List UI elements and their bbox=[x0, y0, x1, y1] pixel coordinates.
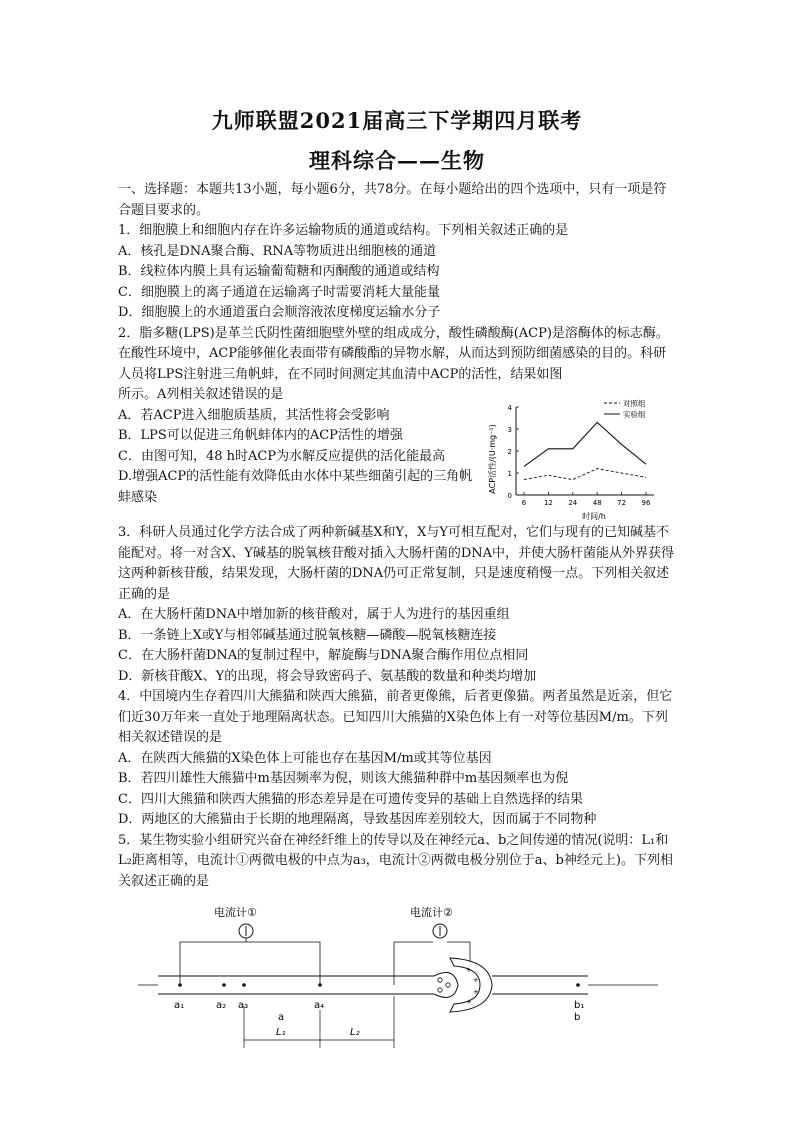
x-tick-label: 96 bbox=[641, 499, 651, 507]
series-line-1 bbox=[524, 422, 646, 466]
question-area bbox=[118, 180, 678, 1064]
q2-option-d: D.增强ACP的活性能有效降低由水体中某些细菌引起的三角帆蚌感染 bbox=[118, 469, 473, 505]
x-axis-label: 时间/h bbox=[582, 512, 606, 521]
q4-option-d: D．两地区的大熊猫由于长期的地理隔离，导致基因库差别较大，因而属于不同物种 bbox=[118, 812, 597, 827]
x-tick-label: 6 bbox=[521, 499, 527, 507]
y-axis-label: ACP活性/(U·mg⁻¹) bbox=[488, 424, 497, 494]
x-tick-label: 48 bbox=[592, 499, 602, 507]
paper-title: 九师联盟2021届高三下学期四月联考 bbox=[211, 108, 583, 133]
q4-option-a: A．在陕西大熊猫的X染色体上可能也存在基因M/m或其等位基因 bbox=[118, 750, 492, 766]
y-tick-label: 1 bbox=[507, 470, 512, 478]
q1-stem: 1．细胞膜上和细胞内存在许多运输物质的通道或结构。下列相关叙述正确的是 bbox=[118, 223, 569, 238]
neuron-circuit-diagram bbox=[118, 906, 678, 1056]
q4-stem: 4．中国境内生存着四川大熊猫和陕西大熊猫，前者更像熊，后者更像猫。两者虽然是近亲，但它们近30万年来一直处于地理隔离状态。已知四川大熊猫的X染色体上有一对等位基因M/m。下列相关叙述错误的是 bbox=[118, 689, 673, 745]
q3-stem: 3．科研人员通过化学方法合成了两种新碱基X和Y，X与Y可相互配对，它们与现有的已知碱基不能配对。将一对含X、Y碱基的脱氧核苷酸对插入大肠杆菌的DNA中，并使大肠杆菌能从外界获得这两种新核苷酸，结果发现，大肠杆菌的DNA仍可正常复制，只是速度稍慢一点。下列相关叙述正确的是 bbox=[118, 525, 675, 602]
meter-2-label: 电流计② bbox=[410, 906, 453, 919]
paper-subtitle: 理科综合——生物 bbox=[309, 148, 485, 173]
x-tick-label: 12 bbox=[543, 499, 553, 507]
q2-option-c: C．由图可知，48 h时ACP为水解反应提供的活化能最高 bbox=[118, 448, 446, 464]
q2-option-a: A．若ACP进入细胞质基质，其活性将会受影响 bbox=[118, 407, 390, 423]
q2-stem-tail: 所示。A列相关叙述错误的是 bbox=[118, 387, 284, 402]
q2-stem: 2．脂多糖(LPS)是革兰氏阴性菌细胞壁外壁的组成成分，酸性磷酸酶(ACP)是溶酶体的标志酶。在酸性环境中，ACP能够催化表面带有磷酸酯的异物水解，从而达到预防细菌感染的目的。科研人员将LPS注射进三角帆蚌，在不同时间测定其血清中ACP的活性，结果如图 bbox=[118, 325, 669, 382]
q3-option-c: C．在大肠杆菌DNA的复制过程中，解旋酶与DNA聚合酶作用位点相同 bbox=[118, 648, 529, 663]
label-b1: b₁ bbox=[574, 1000, 585, 1011]
q4-option-c: C．四川大熊猫和陕西大熊猫的形态差异是在可遗传变异的基础上自然选择的结果 bbox=[118, 791, 583, 807]
q1-option-b: B．线粒体内膜上具有运输葡萄糖和丙酮酸的通道或结构 bbox=[118, 264, 440, 279]
q3-option-a: A．在大肠杆菌DNA中增加新的核苷酸对，属于人为进行的基因重组 bbox=[118, 607, 510, 622]
label-a2: a₂ bbox=[216, 1000, 227, 1011]
y-tick-label: 0 bbox=[507, 492, 512, 500]
label-a4: a₄ bbox=[314, 1000, 325, 1011]
label-L1: L₁ bbox=[276, 1027, 286, 1038]
legend-label-0: 对照组 bbox=[623, 399, 646, 408]
series-line-0 bbox=[524, 469, 646, 480]
meter-1-label: 电流计① bbox=[214, 906, 257, 919]
q1-option-a: A．核孔是DNA聚合酶、RNA等物质进出细胞核的通道 bbox=[118, 243, 437, 259]
q1-option-d: D．细胞膜上的水通道蛋白会顺溶液浓度梯度运输水分子 bbox=[118, 305, 441, 320]
y-tick-label: 2 bbox=[507, 448, 512, 456]
x-tick-label: 72 bbox=[617, 499, 627, 507]
label-L2: L₂ bbox=[350, 1027, 360, 1038]
label-a3: a₃ bbox=[238, 1000, 249, 1011]
q2-block bbox=[118, 385, 678, 523]
svg-text:+: + bbox=[466, 966, 472, 974]
q4-option-b: B．若四川雄性大熊猫中m基因频率为倪，则该大熊猫种群中m基因频率也为倪 bbox=[118, 771, 569, 786]
label-b: b bbox=[574, 1012, 581, 1023]
section-intro: 一、选择题：本题共13小题，每小题6分，共78分。在每小题给出的四个选项中，只有一项是符合题目要求的。 bbox=[118, 182, 667, 218]
q3-option-b: B．一条链上X或Y与相邻碱基通过脱氧核糖—磷酸—脱氧核糖连接 bbox=[118, 627, 497, 643]
svg-text:+: + bbox=[466, 998, 472, 1006]
legend-label-1: 实验组 bbox=[623, 410, 646, 419]
q2-option-b: B．LPS可以促进三角帆蚌体内的ACP活性的增强 bbox=[118, 428, 403, 443]
acp-activity-chart bbox=[484, 395, 674, 523]
label-a: a bbox=[278, 1012, 285, 1023]
svg-text:+: + bbox=[473, 988, 479, 996]
y-tick-label: 4 bbox=[507, 404, 512, 412]
q5-stem: 5．某生物实验小组研究兴奋在神经纤维上的传导以及在神经元a、b之间传递的情况(说明：L₁和L₂距离相等，电流计①两微电极的中点为a₃，电流计②两微电极分别位于a、b神经元上)。下列相关叙述正确的是 bbox=[118, 832, 673, 889]
svg-text:+: + bbox=[473, 976, 479, 984]
q3-option-d: D．新核苷酸X、Y的出现，将会导致密码子、氨基酸的数量和种类均增加 bbox=[118, 668, 537, 684]
y-tick-label: 3 bbox=[507, 426, 512, 434]
q1-option-c: C．细胞膜上的离子通道在运输离子时需要消耗大量能量 bbox=[118, 284, 440, 300]
x-tick-label: 24 bbox=[568, 499, 578, 507]
label-a1: a₁ bbox=[174, 1000, 185, 1011]
